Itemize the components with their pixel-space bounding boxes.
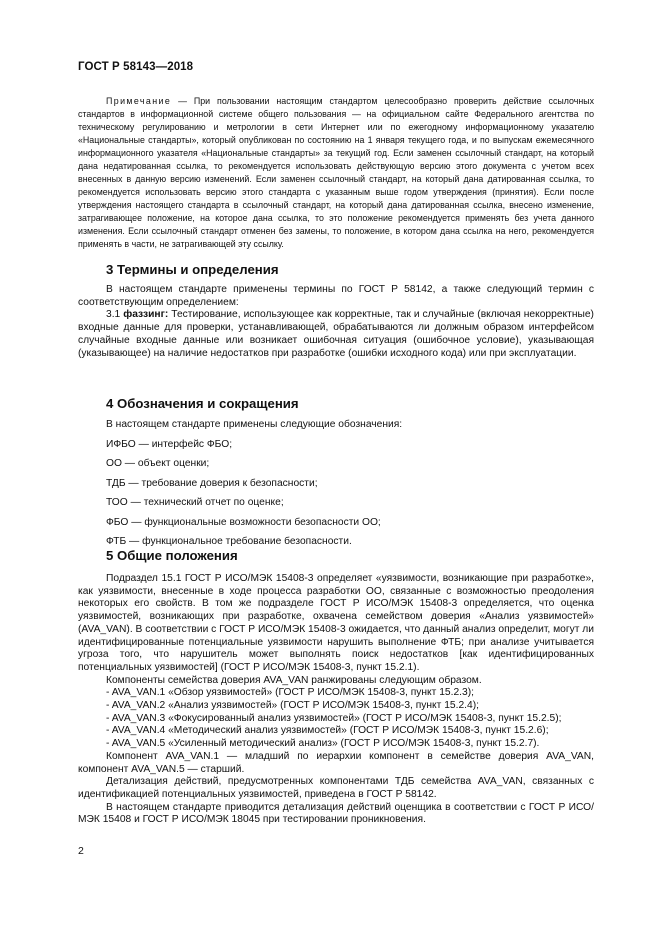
- section-3-title: 3 Термины и определения: [106, 262, 279, 277]
- term-number: 3.1: [106, 309, 124, 321]
- list-item: - AVA_VAN.1 «Обзор уязвимостей» (ГОСТ Р ИСО/МЭК 15408-3, пункт 15.2.3);: [106, 687, 474, 699]
- list-item: - AVA_VAN.2 «Анализ уязвимостей» (ГОСТ Р ИСО/МЭК 15408-3, пункт 15.2.4);: [106, 700, 479, 712]
- note-label: Примечание: [106, 96, 172, 106]
- list-item: ИФБО — интерфейс ФБО;: [106, 438, 233, 450]
- section-5-title: 5 Общие положения: [106, 548, 238, 563]
- section-4-intro: В настоящем стандарте применены следующие обозначения:: [106, 419, 403, 430]
- section-3-intro: В настоящем стандарте применены термины по ГОСТ Р 58142, а также следующий термин с соответствующим определением:: [78, 284, 594, 308]
- term-name: фаззинг:: [123, 309, 169, 321]
- section-3-body: [78, 284, 594, 360]
- list-item: ФБО — функциональные возможности безопасности ОО;: [106, 516, 381, 528]
- section-5-body: [78, 573, 594, 827]
- note-text: — При пользовании настоящим стандартом целесообразно проверить действие ссылочных стандартов в информационной системе общего пользования — на официальном сайте Федерального агентства по техническому регулированию и метрологии в сети Интернет или по ежегодному информационному указателю «Национальные стандарты», который опубликован по состоянию на 1 января текущего года, и по выпускам ежемесячного информационного указателя «Национальные стандарты» за текущий год. Если заменен ссылочный стандарт, на который дана недатированная ссылка, то рекомендуется использовать действующую версию этого документа с учетом всех внесенных в данную версию изменений. Если заменен ссылочный стандарт, на который дана датированная ссылка, то рекомендуется использовать версию этого стандарта с указанным выше годом утверждения (принятия). Если после утверждения настоящего стандарта в ссылочный стандарт, на который дана датированная ссылка, внесено изменение, затрагивающее положение, на которое дана ссылка, то это положение рекомендуется применять без учета данного изменения. Если ссылочный стандарт отменен без замены, то положение, в котором дана ссылка на него, рекомендуется применять в части, не затрагивающей эту ссылку.: [78, 96, 594, 249]
- components-list: [78, 687, 594, 751]
- list-item: ОО — объект оценки;: [106, 458, 210, 469]
- list-item: ФТБ — функциональное требование безопасности.: [106, 536, 352, 547]
- section-4-title: 4 Обозначения и сокращения: [106, 396, 299, 411]
- paragraph: Компонент AVA_VAN.1 — младший по иерархии компонент в семействе доверия AVA_VAN, компонент AVA_VAN.5 — старший.: [78, 750, 594, 775]
- standard-header: ГОСТ Р 58143—2018: [78, 61, 194, 73]
- list-item: - AVA_VAN.4 «Методический анализ уязвимостей» (ГОСТ Р ИСО/МЭК 15408-3, пункт 15.2.6);: [106, 725, 549, 737]
- reference-note: [78, 95, 594, 251]
- list-item: - AVA_VAN.5 «Усиленный методический анализ» (ГОСТ Р ИСО/МЭК 15408-3, пункт 15.2.7).: [106, 738, 540, 750]
- list-item: ТДБ — требование доверия к безопасности;: [106, 477, 318, 489]
- abbreviations-list: [106, 419, 402, 556]
- term-text: Тестирование, использующее как корректные, так и случайные (включая некорректные) входные данные для проверки, устанавливающей, обрабатываются ли должным образом интерфейсом случайные входные данные или возникает ошибочная ситуация (ошибочное условие), указывающая (указывающее) на наличие недостатков при разработке (ошибки исходного кода) или при эксплуатации.: [78, 309, 594, 359]
- paragraph: Компоненты семейства доверия AVA_VAN ранжированы следующим образом.: [106, 674, 482, 686]
- page-number: 2: [78, 845, 84, 857]
- paragraph: В настоящем стандарте приводится детализация действий оценщика в соответствии с ГОСТ Р ИСО/МЭК 15408 и ГОСТ Р ИСО/МЭК 18045 при тестировании проникновения.: [78, 801, 594, 826]
- list-item: - AVA_VAN.3 «Фокусированный анализ уязвимостей» (ГОСТ Р ИСО/МЭК 15408-3, пункт 15.2.5);: [106, 712, 562, 724]
- paragraph: Подраздел 15.1 ГОСТ Р ИСО/МЭК 15408-3 определяет «уязвимости, возникающие при разработке», как уязвимости, внесенные в ходе процесса разработки ОО, связанные с возможностью преодоления некоторых его свойств. В том же подразделе ГОСТ Р ИСО/МЭК 15408-3 определяется, что оценка уязвимостей, возникающих при разработке, охвачена семейством доверия «Анализ уязвимостей» (AVA_VAN). В соответствии с ГОСТ Р ИСО/МЭК 15408-3 ожидается, что данный анализ определит, могут ли идентифицированные потенциальные уязвимости нарушить выполнение ФТБ; при анализе учитывается угроза того, что нарушитель может выполнять поиск недостатков [как идентифицированных потенциальных уязвимостей] (ГОСТ Р ИСО/МЭК 15408-3, пункт 15.2.1).: [78, 573, 594, 673]
- list-item: ТОО — технический отчет по оценке;: [106, 497, 284, 508]
- term-definition: [78, 309, 594, 360]
- paragraph: Детализация действий, предусмотренных компонентами ТДБ семейства AVA_VAN, связанных с идентификацией потенциальных уязвимостей, приведена в ГОСТ Р 58142.: [78, 776, 594, 800]
